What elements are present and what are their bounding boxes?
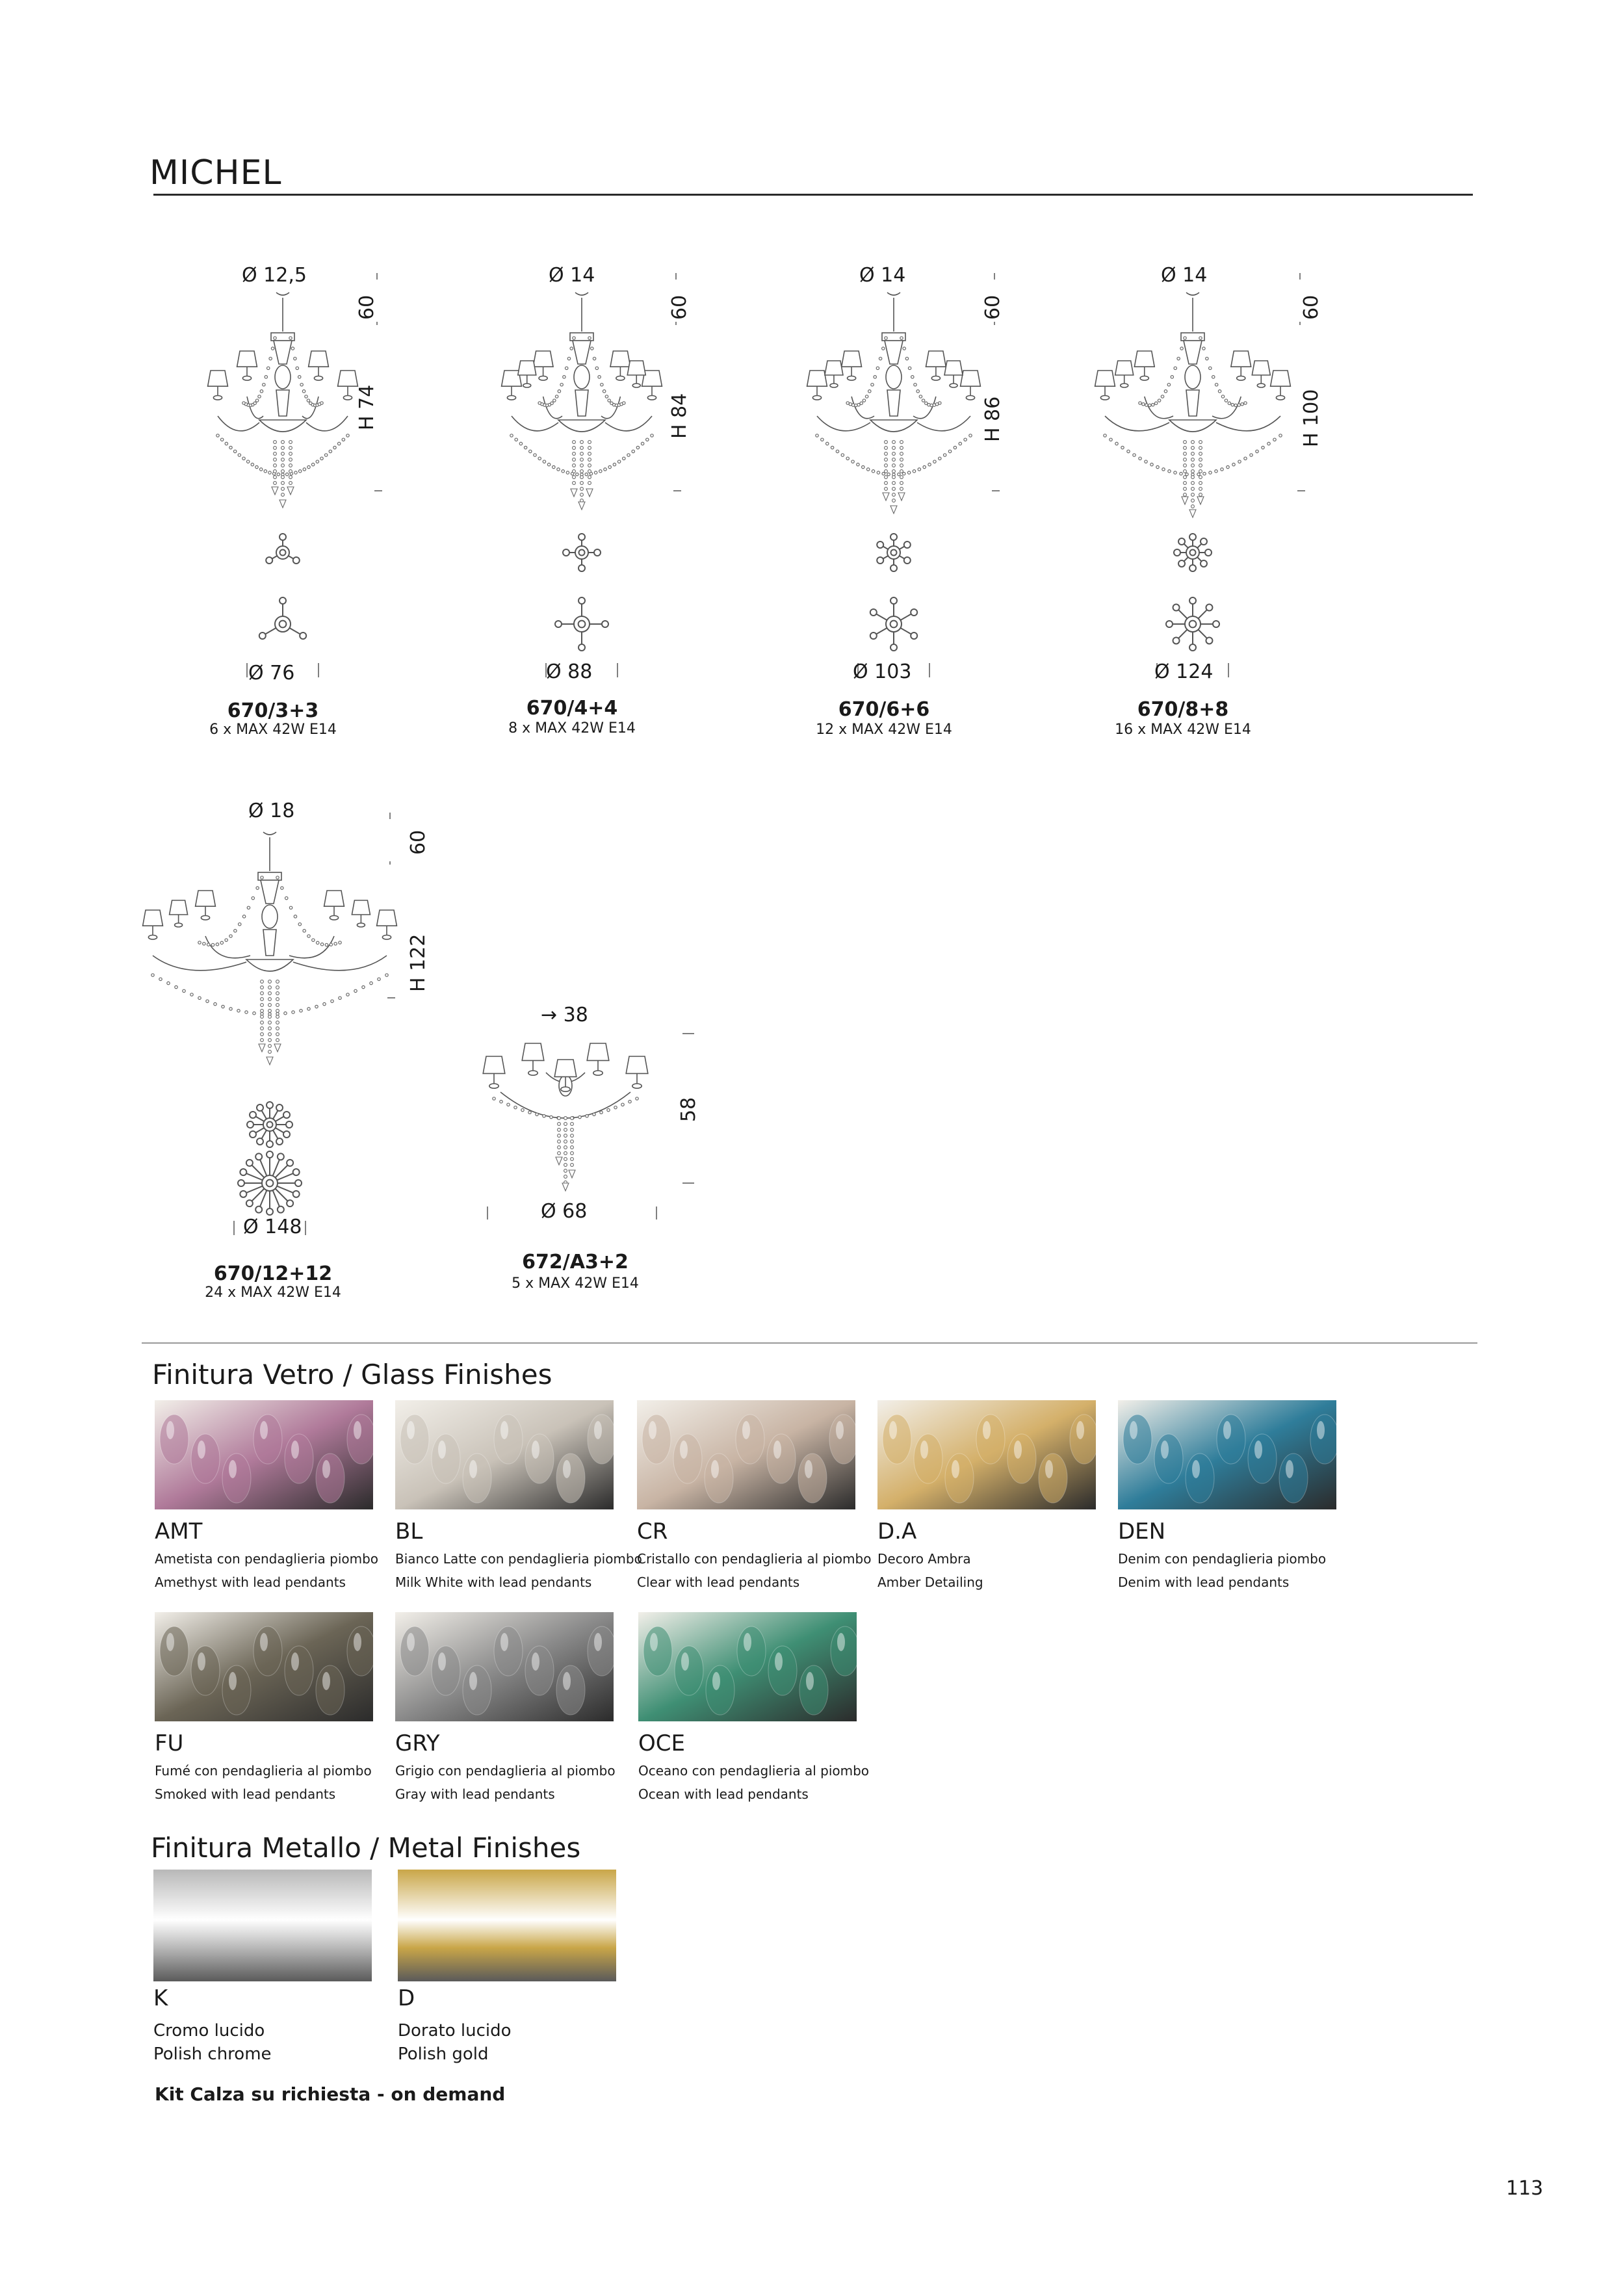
- product-670-12-12: [143, 800, 429, 1320]
- swatch-photo: [155, 1612, 373, 1721]
- glass-swatch-da: [877, 1400, 1096, 1594]
- swatch-code: AMT: [155, 1519, 203, 1545]
- product-code: 672/A3+2: [522, 1251, 629, 1273]
- product-code: 670/6+6: [838, 698, 930, 721]
- drop-label: 60: [981, 294, 1004, 320]
- glass-swatch-oce: [638, 1612, 870, 1806]
- swatch-label-it: Cromo lucido: [153, 2021, 265, 2041]
- product-spec: 12 x MAX 42W E14: [816, 722, 952, 738]
- chandelier-drawing: [481, 260, 715, 754]
- drop-label: 60: [356, 294, 378, 320]
- top-diameter-label: Ø 14: [859, 264, 906, 287]
- glass-swatch-fu: [155, 1612, 373, 1806]
- swatch-label-en: Milk White with lead pendants: [395, 1574, 592, 1590]
- swatch-label-it: Dorato lucido: [398, 2021, 512, 2041]
- product-code: 670/3+3: [227, 699, 319, 722]
- swatch-label-en: Clear with lead pendants: [637, 1574, 800, 1590]
- diameter-label: Ø 103: [853, 660, 912, 683]
- swatch-label-it: Bianco Latte con pendaglieria piombo: [395, 1551, 642, 1567]
- glass-swatch-gry: [395, 1612, 614, 1806]
- height-label: H 74: [356, 384, 378, 430]
- swatch-photo: [395, 1612, 614, 1721]
- glass-swatch-cr: [637, 1400, 872, 1594]
- glass-finishes-title: Finitura Vetro / Glass Finishes: [152, 1359, 552, 1390]
- swatch-label-it: Grigio con pendaglieria al piombo: [395, 1763, 616, 1779]
- product-spec: 6 x MAX 42W E14: [209, 722, 337, 738]
- swatch-label-en: Amber Detailing: [877, 1574, 983, 1590]
- swatch-photo: [638, 1612, 857, 1721]
- top-diameter-label: Ø 12,5: [242, 264, 307, 287]
- page-number: 113: [1506, 2177, 1544, 2200]
- swatch-label-it: Fumé con pendaglieria al piombo: [155, 1763, 372, 1779]
- swatch-photo: [395, 1400, 614, 1509]
- glass-swatch-amt: [155, 1400, 379, 1594]
- swatch-label-en: Ocean with lead pendants: [638, 1786, 809, 1802]
- swatch-code: CR: [637, 1519, 668, 1545]
- swatch-color-bar: [398, 1870, 616, 1981]
- drop-label: 60: [407, 829, 430, 855]
- swatch-label-it: Ametista con pendaglieria piombo: [155, 1551, 379, 1567]
- swatch-photo: [1118, 1400, 1336, 1509]
- swatch-photo: [637, 1400, 855, 1509]
- product-code: 670/8+8: [1137, 698, 1229, 721]
- product-spec: 16 x MAX 42W E14: [1115, 722, 1251, 738]
- swatch-label-it: Oceano con pendaglieria al piombo: [638, 1763, 870, 1779]
- height-label: 58: [677, 1097, 700, 1122]
- product-670-3-3: [182, 260, 416, 754]
- top-diameter-label: Ø 18: [248, 800, 295, 822]
- product-spec: 24 x MAX 42W E14: [205, 1285, 341, 1301]
- swatch-label-en: Gray with lead pendants: [395, 1786, 555, 1802]
- page-title: MICHEL: [149, 153, 282, 192]
- diameter-label: Ø 88: [546, 660, 593, 683]
- metal-finishes-title: Finitura Metallo / Metal Finishes: [151, 1832, 581, 1864]
- swatch-code: D.A: [877, 1519, 917, 1545]
- metal-swatch-d: [398, 1870, 616, 2066]
- metal-swatch-k: [153, 1870, 372, 2066]
- swatch-label-it: Cristallo con pendaglieria al piombo: [637, 1551, 872, 1567]
- swatch-code: BL: [395, 1519, 423, 1545]
- product-spec: 8 x MAX 42W E14: [508, 720, 636, 737]
- product-670-4-4: [481, 260, 715, 754]
- height-label: H 86: [981, 396, 1004, 442]
- product-670-8-8: [1079, 260, 1339, 754]
- swatch-photo: [877, 1400, 1096, 1509]
- swatch-code: D: [398, 1985, 415, 2011]
- diameter-label: Ø 68: [541, 1200, 588, 1223]
- section-divider: [142, 1342, 1477, 1344]
- chandelier-drawing: [182, 260, 416, 754]
- swatch-label-it: Decoro Ambra: [877, 1551, 971, 1567]
- swatch-label-en: Polish gold: [398, 2044, 489, 2064]
- height-label: H 100: [1300, 389, 1323, 447]
- swatch-label-it: Denim con pendaglieria piombo: [1118, 1551, 1327, 1567]
- swatch-label-en: Denim with lead pendants: [1118, 1574, 1290, 1590]
- diameter-label: Ø 76: [248, 662, 295, 685]
- product-code: 670/12+12: [213, 1262, 333, 1285]
- product-spec: 5 x MAX 42W E14: [512, 1275, 639, 1292]
- swatch-color-bar: [153, 1870, 372, 1981]
- title-divider: [153, 194, 1473, 196]
- drop-label: 60: [668, 294, 691, 320]
- glass-swatch-bl: [395, 1400, 642, 1594]
- top-diameter-label: Ø 14: [1161, 264, 1208, 287]
- swatch-photo: [155, 1400, 373, 1509]
- glass-swatch-den: [1118, 1400, 1336, 1594]
- depth-label: → 38: [541, 1004, 588, 1026]
- height-label: H 84: [668, 393, 691, 439]
- product-672-a3-2: [468, 995, 702, 1307]
- swatch-code: OCE: [638, 1730, 685, 1756]
- product-670-6-6: [786, 260, 1033, 754]
- diameter-label: Ø 124: [1154, 660, 1214, 683]
- swatch-code: DEN: [1118, 1519, 1166, 1545]
- diameter-label: Ø 148: [243, 1216, 302, 1238]
- height-label: H 122: [407, 933, 430, 992]
- kit-note: Kit Calza su richiesta - on demand: [155, 2083, 506, 2105]
- swatch-label-en: Polish chrome: [153, 2044, 272, 2064]
- chandelier-drawing: [143, 800, 429, 1320]
- swatch-code: GRY: [395, 1730, 440, 1756]
- swatch-code: K: [153, 1985, 168, 2011]
- product-code: 670/4+4: [526, 697, 618, 720]
- swatch-label-en: Amethyst with lead pendants: [155, 1574, 346, 1590]
- swatch-label-en: Smoked with lead pendants: [155, 1786, 336, 1802]
- swatch-code: FU: [155, 1730, 184, 1756]
- drop-label: 60: [1300, 294, 1323, 320]
- top-diameter-label: Ø 14: [549, 264, 595, 287]
